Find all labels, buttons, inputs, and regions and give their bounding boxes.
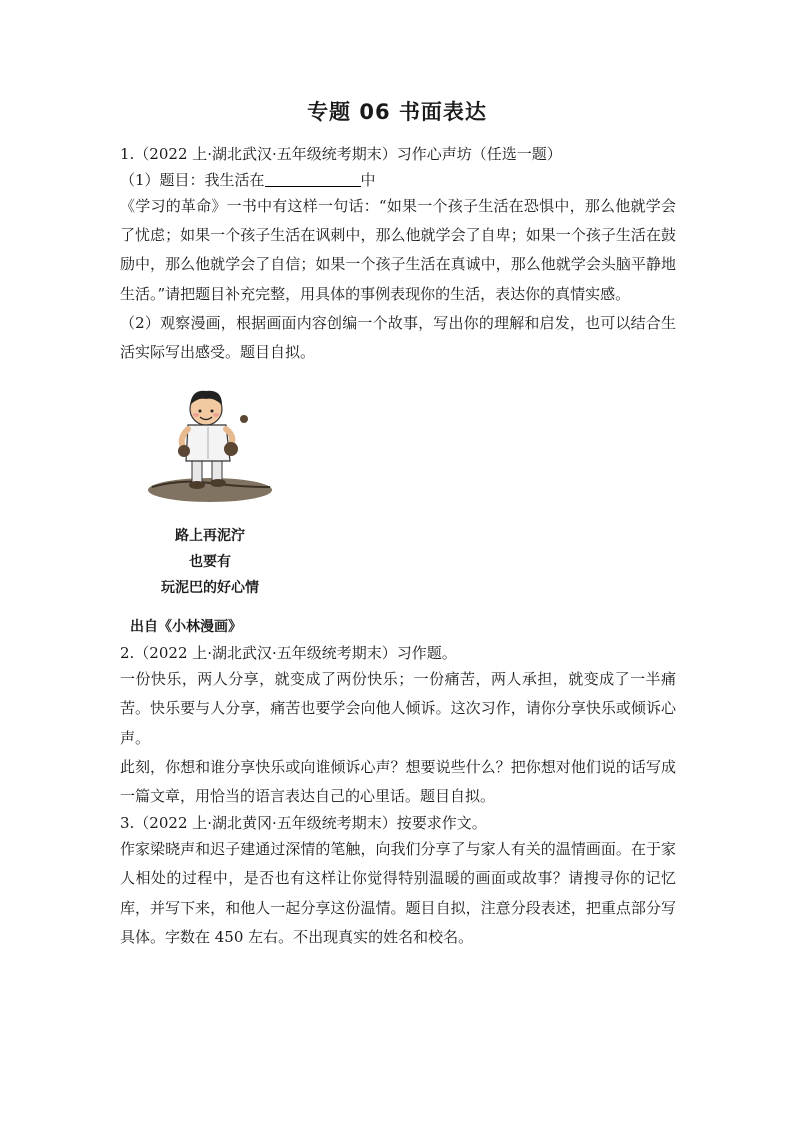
fill-in-blank — [265, 171, 361, 187]
question-2-text-1: 一份快乐，两人分享，就变成了两份快乐；一份痛苦，两人承担，就变成了一半痛苦。快乐要与人分享，痛苦也要学会向他人倾诉。这次习作，请你分享快乐或倾诉心声。 — [120, 670, 676, 747]
question-1-sub2-text: （2）观察漫画，根据画面内容创编一个故事，写出你的理解和启发，也可以结合生活实际写出感受。题目自拟。 — [120, 313, 676, 362]
question-1-sub1-line — [120, 168, 676, 192]
comic-caption-line-3: 玩泥巴的好心情 — [161, 580, 259, 597]
sub1-prefix: （1）题目：我生活在 — [120, 171, 265, 189]
document-title: 专题 06 书面表达 — [307, 100, 487, 124]
question-2-text-2: 此刻，你想和谁分享快乐或向谁倾诉心声？想要说些什么？把你想对他们说的话写成一篇文章，用恰当的语言表达自己的心里话。题目自拟。 — [120, 757, 676, 806]
comic-caption-line-1: 路上再泥泞 — [175, 528, 245, 545]
sub1-suffix: 中 — [360, 171, 376, 189]
boy-playing-mud-drawing — [140, 375, 280, 515]
document-body — [120, 142, 676, 952]
question-3-text: 作家梁晓声和迟子建通过深情的笔触，向我们分享了与家人有关的温情画面。在于家人相处的过程中，是否也有这样让你觉得特别温暖的画面或故事？请搜寻你的记忆库，并写下来，和他人一起分享这份温情。题目自拟，注意分段表述，把重点部分写具体。字数在 450 左右。不出现真实的姓名和校名。 — [120, 840, 676, 946]
comic-illustration — [130, 375, 280, 637]
question-1-header: 1.（2022 上·湖北武汉·五年级统考期末）习作心声坊（任选一题） — [120, 145, 562, 163]
question-3-header: 3.（2022 上·湖北黄冈·五年级统考期末）按要求作文。 — [120, 814, 487, 833]
question-1-sub1-text: 《学习的革命》一书中有这样一句话：“如果一个孩子生活在恐惧中，那么他就学会了忧虑；如果一个孩子生活在讽刺中，那么他就学会了自卑；如果一个孩子生活在鼓励中，那么他就学会了自信；如果一个孩子生活在真诚中，那么他就学会头脑平静地生活。”请把题目补充完整，用具体的事例表现你的生活，表达你的真情实感。 — [120, 197, 676, 303]
comic-source: 出自《小林漫画》 — [130, 619, 242, 636]
comic-caption-line-2: 也要有 — [189, 554, 231, 571]
question-2-header: 2.（2022 上·湖北武汉·五年级统考期末）习作题。 — [120, 644, 457, 663]
